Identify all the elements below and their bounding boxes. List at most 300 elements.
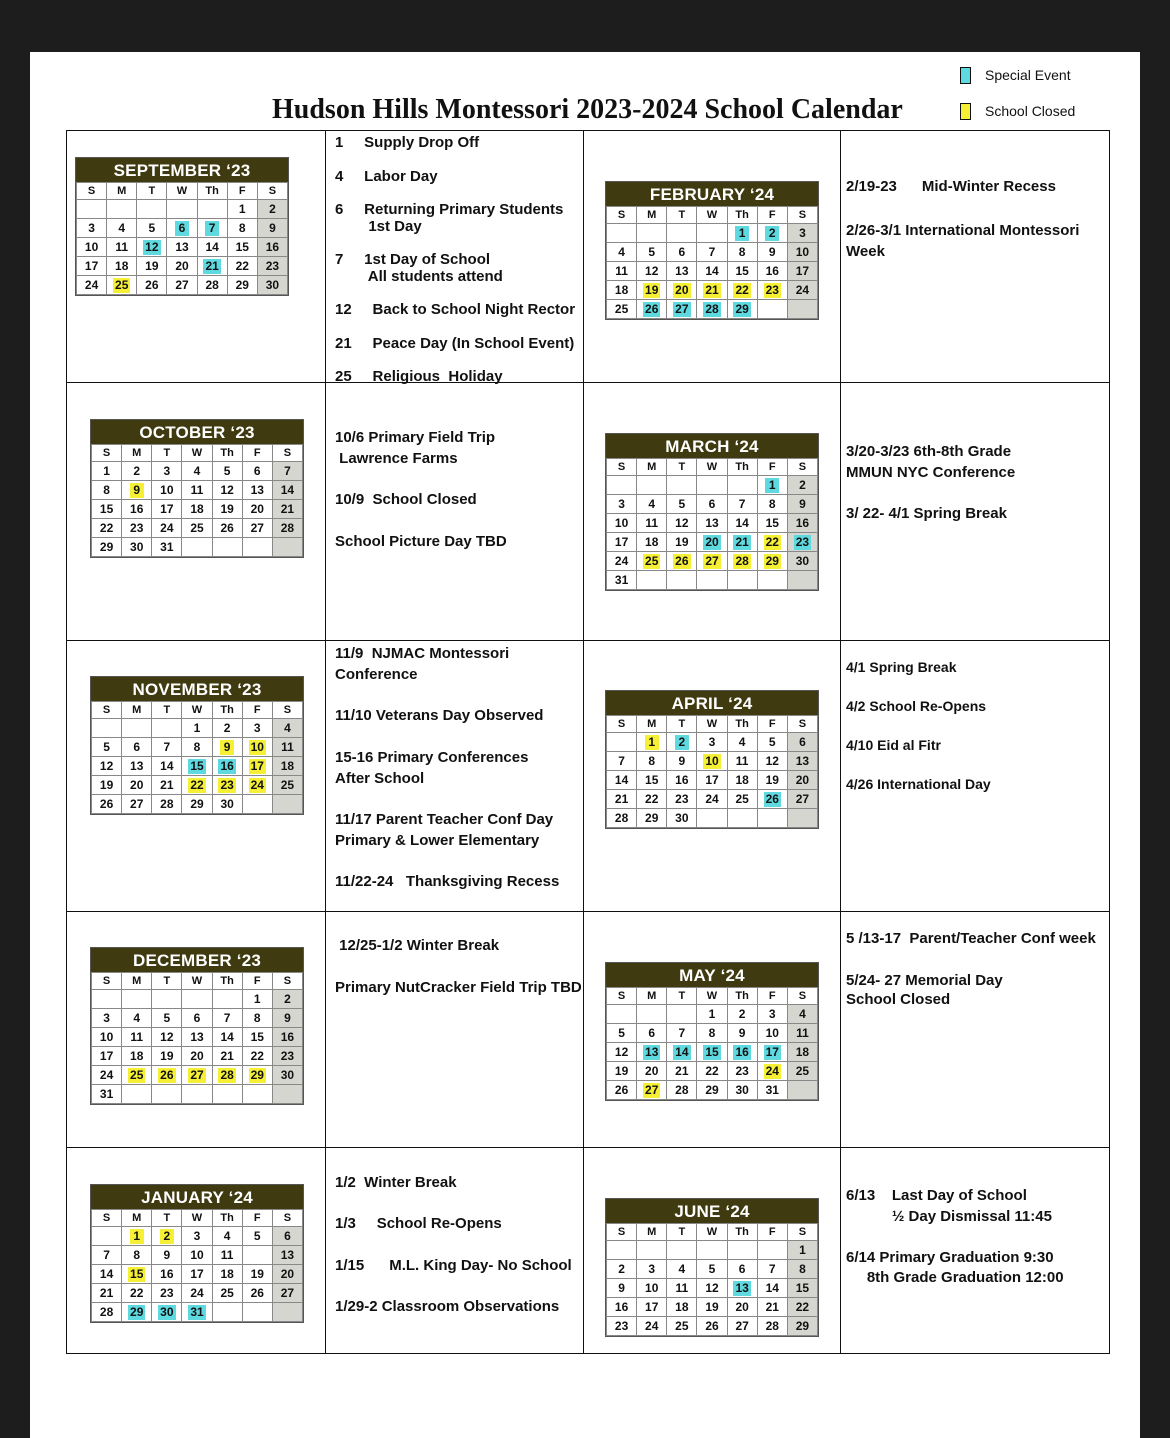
day-number: 4 [133, 1011, 141, 1025]
day-cell [122, 1066, 152, 1085]
day-cell [77, 238, 107, 257]
day-number: 2 [675, 735, 689, 750]
day-cell [122, 776, 152, 795]
day-cell [667, 1062, 697, 1081]
day-cell [92, 1303, 122, 1322]
day-cell [122, 1303, 152, 1322]
day-number: 14 [160, 759, 174, 773]
empty-cell [787, 809, 817, 828]
day-cell [727, 1317, 757, 1336]
weekday-label: S [787, 988, 817, 1005]
weekday-label: S [607, 716, 637, 733]
weekday-label: W [182, 445, 212, 462]
day-number: 25 [220, 1286, 234, 1300]
day-number: 27 [705, 554, 719, 568]
day-number: 5 [618, 1026, 625, 1040]
day-cell [637, 552, 667, 571]
day-cell [637, 495, 667, 514]
day-number: 6 [738, 1262, 746, 1276]
month-title: DECEMBER ‘23 [91, 948, 303, 972]
month-calendar-april [605, 690, 819, 829]
weekday-label: S [92, 445, 122, 462]
empty-cell [242, 795, 272, 814]
day-number: 30 [130, 540, 144, 554]
day-cell [257, 238, 287, 257]
day-number: 17 [765, 1045, 779, 1059]
day-cell [167, 238, 197, 257]
day-number: 25 [795, 1064, 810, 1078]
day-number: 27 [735, 1319, 749, 1333]
weekday-label: F [242, 1210, 272, 1227]
empty-cell [637, 476, 667, 495]
day-cell [787, 1298, 817, 1317]
day-number: 18 [795, 1045, 810, 1059]
day-number: 28 [205, 278, 219, 292]
day-cell [787, 1024, 817, 1043]
weekday-label: W [167, 183, 197, 200]
day-number: 23 [160, 1286, 174, 1300]
empty-cell [242, 538, 272, 557]
day-number: 18 [190, 502, 204, 516]
day-cell [697, 1298, 727, 1317]
day-number: 5 [253, 1229, 261, 1243]
day-cell [607, 771, 637, 790]
day-cell [667, 1298, 697, 1317]
day-number: 7 [163, 740, 171, 754]
day-number: 15 [735, 264, 749, 278]
day-number: 8 [103, 483, 110, 497]
weekday-label: S [787, 207, 817, 224]
day-cell [727, 262, 757, 281]
weekday-label: Th [212, 1210, 242, 1227]
event-line: 7 1st Day of School [335, 251, 491, 268]
weekday-label: Th [727, 1224, 757, 1241]
day-cell [212, 519, 242, 538]
day-cell [667, 809, 697, 828]
weekday-label: M [637, 459, 667, 476]
day-cell [787, 262, 817, 281]
day-number: 11 [130, 1030, 144, 1044]
day-cell [182, 1284, 212, 1303]
month-title: JUNE ‘24 [606, 1199, 818, 1223]
day-number: 31 [765, 1083, 779, 1097]
day-cell [212, 757, 242, 776]
day-cell [757, 533, 787, 552]
day-cell [637, 300, 667, 319]
day-number: 11 [220, 1248, 234, 1262]
day-number: 24 [84, 278, 99, 292]
weekday-label: Th [727, 716, 757, 733]
day-cell [197, 257, 227, 276]
month-calendar-february [605, 181, 819, 320]
day-cell [152, 538, 182, 557]
day-number: 29 [250, 1068, 264, 1082]
weekday-label: T [137, 183, 167, 200]
day-number: 8 [238, 221, 246, 235]
day-cell [757, 1081, 787, 1100]
empty-cell [667, 571, 697, 590]
weekday-label: F [757, 459, 787, 476]
day-cell [607, 1279, 637, 1298]
day-cell [242, 519, 272, 538]
day-cell [212, 1028, 242, 1047]
day-cell [137, 238, 167, 257]
weekday-label: S [272, 1210, 302, 1227]
empty-cell [212, 1085, 242, 1104]
day-cell [242, 1028, 272, 1047]
day-number: 8 [648, 754, 656, 768]
day-cell [667, 262, 697, 281]
day-cell [182, 757, 212, 776]
day-cell [122, 757, 152, 776]
day-number: 23 [765, 283, 779, 297]
legend-special-event [960, 64, 1075, 86]
day-cell [182, 1246, 212, 1265]
event-line: 12 Back to School Night Rector [335, 301, 576, 318]
day-number: 9 [163, 1248, 171, 1262]
day-number: 13 [190, 1030, 204, 1044]
day-cell [152, 776, 182, 795]
day-cell [787, 733, 817, 752]
day-cell [92, 1066, 122, 1085]
event-line: 1/15 M.L. King Day- No School [335, 1257, 572, 1274]
weekday-label: T [667, 716, 697, 733]
day-number: 1 [193, 721, 201, 735]
day-number: 13 [280, 1248, 295, 1262]
day-cell [122, 538, 152, 557]
weekday-label: T [667, 988, 697, 1005]
day-cell [92, 738, 122, 757]
day-number: 8 [193, 740, 201, 754]
day-number: 9 [220, 740, 234, 755]
day-number: 22 [795, 1300, 810, 1314]
day-cell [787, 1241, 817, 1260]
day-number: 6 [799, 735, 806, 749]
day-cell [152, 738, 182, 757]
day-cell [727, 771, 757, 790]
day-number: 25 [645, 554, 659, 568]
day-number: 4 [738, 735, 746, 749]
day-cell [607, 281, 637, 300]
day-number: 31 [99, 1087, 114, 1101]
day-number: 17 [190, 1267, 204, 1281]
day-number: 16 [130, 502, 144, 516]
day-cell [92, 462, 122, 481]
day-cell [607, 1317, 637, 1336]
day-number: 4 [193, 464, 201, 478]
day-cell [212, 795, 242, 814]
event-line: 2/26-3/1 International Montessori [846, 222, 1080, 239]
day-cell [757, 552, 787, 571]
day-number: 4 [223, 1229, 231, 1243]
day-number: 25 [280, 778, 295, 792]
day-number: 10 [614, 516, 629, 530]
day-cell [667, 243, 697, 262]
event-line: 4/26 International Day [846, 776, 991, 792]
day-number: 26 [614, 1083, 629, 1097]
empty-cell [182, 538, 212, 557]
day-number: 3 [88, 221, 95, 235]
day-cell [107, 219, 137, 238]
day-cell [122, 795, 152, 814]
day-number: 29 [765, 554, 779, 568]
day-number: 9 [768, 245, 776, 259]
event-line: 4/1 Spring Break [846, 659, 957, 675]
day-cell [697, 300, 727, 319]
day-number: 2 [618, 1262, 625, 1276]
event-line: 3/ 22- 4/1 Spring Break [846, 505, 1007, 522]
day-number: 1 [253, 992, 261, 1006]
day-cell [182, 1227, 212, 1246]
day-cell [757, 1005, 787, 1024]
day-cell [607, 533, 637, 552]
weekday-label: S [92, 1210, 122, 1227]
month-title: APRIL ‘24 [606, 691, 818, 715]
day-cell [227, 219, 257, 238]
event-line: After School [335, 770, 425, 787]
day-cell [697, 1317, 727, 1336]
day-cell [637, 1043, 667, 1062]
day-cell [727, 1062, 757, 1081]
day-cell [727, 243, 757, 262]
event-line: Primary & Lower Elementary [335, 832, 540, 849]
day-number: 6 [284, 1229, 291, 1243]
day-number: 3 [768, 1007, 776, 1021]
day-number: 29 [705, 1083, 719, 1097]
day-cell [122, 1246, 152, 1265]
day-cell [607, 1081, 637, 1100]
day-number: 7 [205, 221, 219, 236]
weekday-label: W [182, 973, 212, 990]
day-number: 23 [735, 1064, 749, 1078]
day-number: 12 [614, 1045, 629, 1059]
day-cell [167, 257, 197, 276]
day-cell [212, 776, 242, 795]
day-number: 26 [705, 1319, 719, 1333]
day-number: 24 [645, 1319, 659, 1333]
day-cell [152, 1028, 182, 1047]
day-cell [727, 1005, 757, 1024]
weekday-label: W [182, 1210, 212, 1227]
day-cell [182, 776, 212, 795]
day-cell [182, 719, 212, 738]
day-cell [92, 1047, 122, 1066]
day-number: 6 [253, 464, 261, 478]
month-calendar-may [605, 962, 819, 1101]
day-number: 25 [130, 1068, 144, 1082]
weekday-label: S [787, 1224, 817, 1241]
day-cell [137, 257, 167, 276]
day-cell [697, 281, 727, 300]
day-number: 5 [768, 735, 776, 749]
day-cell [212, 719, 242, 738]
event-line: 1 Supply Drop Off [335, 134, 480, 151]
day-cell [697, 1260, 727, 1279]
day-number: 28 [220, 1068, 234, 1082]
day-number: 23 [220, 778, 234, 792]
day-number: 3 [799, 226, 806, 240]
day-number: 14 [675, 1045, 689, 1059]
day-cell [667, 771, 697, 790]
day-cell [667, 752, 697, 771]
day-number: 7 [103, 1248, 110, 1262]
day-number: 1 [103, 464, 110, 478]
day-number: 14 [220, 1030, 234, 1044]
day-cell [242, 1009, 272, 1028]
day-cell [242, 1227, 272, 1246]
day-number: 31 [160, 540, 174, 554]
empty-cell [92, 990, 122, 1009]
empty-cell [607, 733, 637, 752]
weekday-label: S [607, 459, 637, 476]
day-cell [92, 776, 122, 795]
day-number: 29 [190, 797, 204, 811]
weekday-label: W [697, 716, 727, 733]
weekday-label: M [107, 183, 137, 200]
day-number: 16 [280, 1030, 295, 1044]
day-number: 28 [675, 1083, 689, 1097]
day-cell [697, 552, 727, 571]
day-number: 10 [160, 483, 174, 497]
day-number: 7 [738, 497, 746, 511]
day-number: 20 [130, 778, 144, 792]
day-cell [122, 1227, 152, 1246]
empty-cell [607, 1241, 637, 1260]
event-line: 11/22-24 Thanksgiving Recess [335, 873, 560, 890]
day-number: 7 [284, 464, 291, 478]
day-cell [727, 733, 757, 752]
day-cell [787, 243, 817, 262]
day-cell [122, 1009, 152, 1028]
day-number: 13 [175, 240, 189, 254]
day-cell [272, 1028, 302, 1047]
empty-cell [787, 571, 817, 590]
day-number: 21 [280, 502, 295, 516]
day-number: 21 [205, 259, 219, 273]
day-cell [212, 1009, 242, 1028]
day-cell [787, 514, 817, 533]
day-number: 28 [705, 302, 719, 316]
month-title: JANUARY ‘24 [91, 1185, 303, 1209]
day-number: 18 [614, 283, 629, 297]
day-cell [787, 771, 817, 790]
day-cell [757, 1062, 787, 1081]
weekday-label: M [637, 207, 667, 224]
day-cell [272, 1265, 302, 1284]
weekday-label: M [637, 716, 667, 733]
empty-cell [122, 719, 152, 738]
day-cell [637, 514, 667, 533]
month-calendar-september [75, 157, 289, 296]
empty-cell [667, 476, 697, 495]
day-number: 19 [220, 502, 234, 516]
day-number: 13 [675, 264, 689, 278]
day-number: 5 [148, 221, 156, 235]
day-number: 16 [160, 1267, 174, 1281]
day-cell [637, 733, 667, 752]
day-number: 27 [190, 1068, 204, 1082]
day-number: 26 [765, 792, 779, 806]
day-cell [757, 1317, 787, 1336]
day-number: 20 [735, 1300, 749, 1314]
event-line: 4/2 School Re-Opens [846, 698, 987, 714]
day-number: 12 [145, 240, 159, 254]
day-number: 14 [735, 516, 749, 530]
day-number: 15 [190, 759, 204, 773]
day-cell [607, 790, 637, 809]
empty-cell [787, 1081, 817, 1100]
day-number: 20 [705, 535, 719, 549]
day-cell [607, 243, 637, 262]
event-line: 11/17 Parent Teacher Conf Day [335, 811, 554, 828]
day-cell [122, 519, 152, 538]
day-number: 27 [175, 278, 189, 292]
empty-cell [272, 795, 302, 814]
day-number: 5 [223, 464, 231, 478]
empty-cell [272, 1303, 302, 1322]
weekday-label: S [257, 183, 287, 200]
weekday-label: Th [727, 459, 757, 476]
empty-cell [212, 990, 242, 1009]
day-cell [167, 219, 197, 238]
day-cell [757, 224, 787, 243]
day-number: 19 [250, 1267, 264, 1281]
day-number: 8 [133, 1248, 141, 1262]
day-cell [697, 733, 727, 752]
day-cell [607, 1298, 637, 1317]
day-number: 23 [675, 792, 689, 806]
day-number: 24 [614, 554, 629, 568]
day-cell [152, 1284, 182, 1303]
day-number: 13 [645, 1045, 659, 1059]
day-cell [242, 462, 272, 481]
day-cell [137, 276, 167, 295]
day-number: 8 [738, 245, 746, 259]
day-cell [272, 757, 302, 776]
day-cell [182, 795, 212, 814]
day-number: 19 [705, 1300, 719, 1314]
day-number: 28 [280, 521, 295, 535]
day-number: 9 [284, 1011, 291, 1025]
day-cell [92, 1085, 122, 1104]
day-number: 22 [130, 1286, 144, 1300]
day-number: 16 [675, 773, 689, 787]
day-cell [637, 1081, 667, 1100]
day-number: 28 [99, 1305, 114, 1319]
day-number: 23 [795, 535, 810, 549]
day-cell [227, 257, 257, 276]
weekday-label: S [787, 459, 817, 476]
empty-cell [697, 224, 727, 243]
weekday-label: F [757, 988, 787, 1005]
day-number: 12 [675, 516, 689, 530]
day-cell [152, 1009, 182, 1028]
day-number: 23 [265, 259, 280, 273]
day-cell [637, 1317, 667, 1336]
event-line: 4 Labor Day [335, 168, 438, 185]
day-cell [727, 1298, 757, 1317]
day-cell [637, 752, 667, 771]
weekday-label: W [182, 702, 212, 719]
day-number: 5 [103, 740, 110, 754]
day-cell [107, 276, 137, 295]
day-cell [92, 1009, 122, 1028]
day-number: 4 [118, 221, 126, 235]
day-number: 9 [130, 483, 144, 498]
day-cell [787, 1043, 817, 1062]
day-cell [272, 1284, 302, 1303]
day-number: 5 [648, 245, 656, 259]
